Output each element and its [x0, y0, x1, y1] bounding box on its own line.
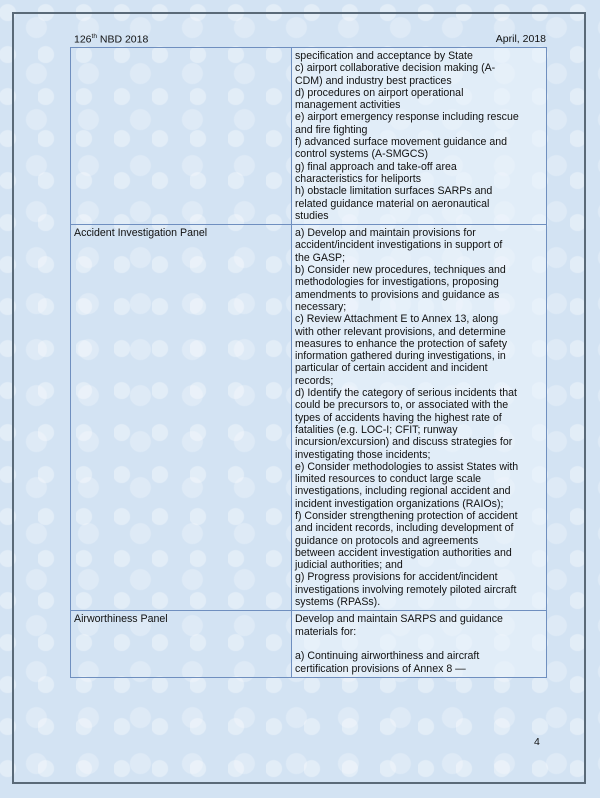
text-line: materials for: [295, 625, 357, 638]
text-line: Develop and maintain SARPS and guidance [295, 613, 503, 626]
text-line: types of accidents having the highest rate of [295, 411, 502, 424]
table-row [71, 48, 547, 225]
terms-of-reference-cell [292, 611, 547, 677]
text-line: particular of certain accident and incident [295, 362, 488, 375]
text-line: incident investigation organizations (RAIOs); [295, 497, 504, 510]
text-line: c) Review Attachment E to Annex 13, along [295, 313, 499, 326]
panel-name-cell [71, 611, 292, 677]
blank-line [295, 638, 543, 650]
text-line: judicial authorities; and [295, 559, 403, 572]
text-line: records; [295, 374, 334, 387]
text-line: incursion/excursion) and discuss strategies for [295, 436, 513, 449]
text-line: systems (RPASs). [295, 596, 381, 609]
text-line: g) Progress provisions for accident/incident [295, 571, 498, 584]
text-line: f) advanced surface movement guidance and [295, 136, 508, 149]
page-header [74, 33, 546, 46]
page-number: 4 [534, 736, 540, 748]
text-line: and incident records, including development of [295, 522, 514, 535]
panel-name: Accident Investigation Panel [74, 227, 208, 240]
text-line: methodologies for investigations, proposing [295, 276, 499, 289]
terms-of-reference-cell [292, 48, 547, 225]
text-line: f) Consider strengthening protection of accident [295, 509, 518, 522]
text-line: information gathered during investigations, in [295, 350, 506, 363]
text-line: g) final approach and take-off area [295, 160, 457, 173]
panel-table [70, 47, 547, 678]
text-line: d) procedures on airport operational [295, 86, 464, 99]
text-line: b) Consider new procedures, techniques and [295, 264, 506, 277]
text-line: with other relevant provisions, and determine [295, 325, 506, 338]
text-line: e) Consider methodologies to assist States with [295, 460, 519, 473]
text-line: guidance on protocols and agreements [295, 534, 479, 547]
panel-name: Airworthiness Panel [74, 613, 168, 626]
text-line: and fire fighting [295, 123, 368, 136]
panel-name-cell [71, 225, 292, 611]
text-line: characteristics for heliports [295, 172, 421, 185]
doc-reference: 126th NBD 2018 [74, 33, 149, 46]
text-line: h) obstacle limitation surfaces SARPs and [295, 185, 493, 198]
text-line: management activities [295, 99, 401, 112]
text-line: c) airport collaborative decision making (A- [295, 62, 496, 75]
text-line: between accident investigation authorities and [295, 546, 512, 559]
terms-of-reference-cell [292, 225, 547, 611]
text-line: studies [295, 209, 329, 222]
text-line: measures to enhance the protection of safety [295, 337, 508, 350]
text-line: related guidance material on aeronautical [295, 197, 490, 210]
text-line: e) airport emergency response including rescue [295, 111, 519, 124]
table-row [71, 225, 547, 611]
text-line: investigations involving remotely piloted aircraft [295, 583, 517, 596]
text-line: specification and acceptance by State [295, 50, 473, 62]
text-line: investigating those incidents; [295, 448, 431, 461]
text-line: amendments to provisions and guidance as [295, 288, 500, 301]
text-line: accident/incident investigations in support of [295, 239, 503, 252]
text-line: a) Develop and maintain provisions for [295, 227, 476, 240]
text-line: the GASP; [295, 251, 346, 264]
text-line: limited resources to conduct large scale [295, 473, 482, 486]
table-row [71, 611, 547, 677]
text-line: control systems (A-SMGCS) [295, 148, 429, 161]
text-line: CDM) and industry best practices [295, 74, 452, 87]
text-line: certification provisions of Annex 8 — [295, 662, 466, 675]
text-line: investigations, including regional accident and [295, 485, 511, 498]
text-line: necessary; [295, 300, 347, 313]
header-date: April, 2018 [495, 33, 546, 45]
text-line: d) Identify the category of serious incidents that [295, 387, 518, 400]
text-line: could be precursors to, or associated with the [295, 399, 509, 412]
text-line: fatalities (e.g. LOC-I; CFIT; runway [295, 423, 458, 436]
panel-name-cell [71, 48, 292, 225]
text-line: a) Continuing airworthiness and aircraft [295, 650, 480, 663]
